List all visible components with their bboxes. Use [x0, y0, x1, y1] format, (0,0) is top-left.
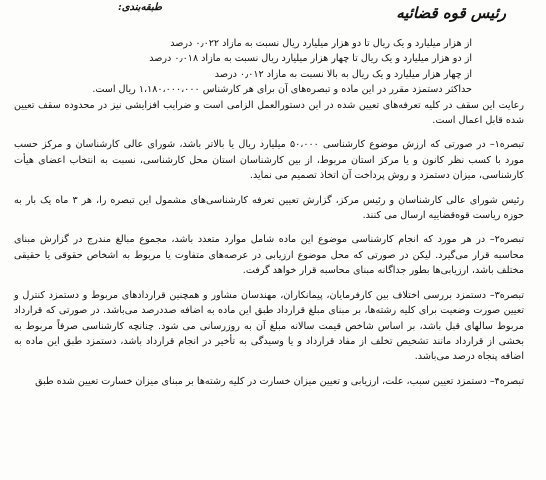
- classification-label: طبقه‌بندی:: [118, 2, 162, 13]
- tier-line: از هزار میلیارد و یک ریال تا دو هزار میلیارد ریال نسبت به مازاد ۰٫۰۲۲ درصد: [170, 38, 472, 49]
- note-2-paragraph: تبصره۲– در هر مورد که انجام کارشناسی موضوع این ماده شامل موارد متعدد باشد، مجموع مبالغ مندرج در گزارش مبنای محاسبه قرار می‌گیرد. لیکن در صورتی که محل موضوع ارزیابی در عرصه‌های متفاوت یا مربوط به اشخاص حقوقی یا حقیقی مختلف باشد، ارزیابی‌ها بطور جداگانه مبنای محاسبه قرار خواهد گرفت.: [14, 234, 524, 277]
- max-fee-line: حداکثر دستمزد مقرر در این ماده و تبصره‌های آن برای هر کارشناس ۱،۱۸۰،۰۰۰،۰۰۰ ریال است.: [92, 84, 472, 96]
- note-1-paragraph: تبصره۱– در صورتی که ارزش موضوع کارشناسی ۵۰،۰۰۰ میلیارد ریال یا بالاتر باشد، شورای عالی کارشناسان و مرکز حسب مورد با کسب نظر کانون و یا مرکز استان مربوط، از بین کارشناسان استان محل کارشناسی، نسبت به انتخاب اعضای هیأت کارشناسی، میزان دستمزد و روش پرداخت آن اتخاذ تصمیم می نماید.: [14, 139, 524, 182]
- tier-line: از دو هزار میلیارد و یک ریال تا چهار هزار میلیارد ریال نسبت به مازاد ۰٫۰۱۸ درصد: [149, 53, 472, 65]
- note-1-continuation: رئیس شورای عالی کارشناسان و رئیس مرکز، گزارش تعیین تعرفه کارشناسی‌های مشمول این تبصره را، هر ۳ ماه یک بار به حوزه ریاست قوه‌قضاییه ارسال می کنند.: [14, 194, 524, 222]
- tier-line: از چهار هزار میلیارد و یک ریال به بالا نسبت به مازاد ۰٫۰۱۲ درصد: [214, 68, 472, 80]
- note-4-paragraph: تبصره۴– دستمزد تعیین سبب، علت، ارزیابی و تعیین میزان خسارت در کلیه رشته‌ها بر مبنای میزان خسارت تعیین شده طبق: [35, 375, 524, 387]
- document-body: [14, 36, 524, 389]
- note-3-paragraph: تبصره۳– دستمزد بررسی اختلاف بین کارفرمایان، پیمانکاران، مهندسان مشاور و همچنین قراردادهای مربوط و دستمزد کنترل و تعیین صورت وضعیت برای کلیه رشته‌ها، بر مبنای مبلغ قرارداد طبق این ماده به اضافه صددرصد می‌باشد. در صورتی که قرارداد مربوط سالهای قبل باشد، بر اساس شاخص قیمت سالانه مبلغ آن به روزرسانی می شود. چنانچه کارشناسی صرفاً مربوط به بخشی از قرارداد مانند تشخیص تخلف از مفاد قرارداد و یا وسیدگی به تأخیر در انجام قرارداد باشد، دستمزد طبق این ماده به اضافه پنجاه درصد می‌باشد.: [14, 289, 524, 363]
- ceiling-paragraph: رعایت این سقف در کلیه تعرفه‌های تعیین شده در این دستورالعمل الزامی است و ضرایب افزایشی نیز در محدوده سقف تعیین شده قابل اعمال است.: [14, 99, 524, 127]
- issuer-title: رئیس قوه قضائیه: [396, 4, 506, 22]
